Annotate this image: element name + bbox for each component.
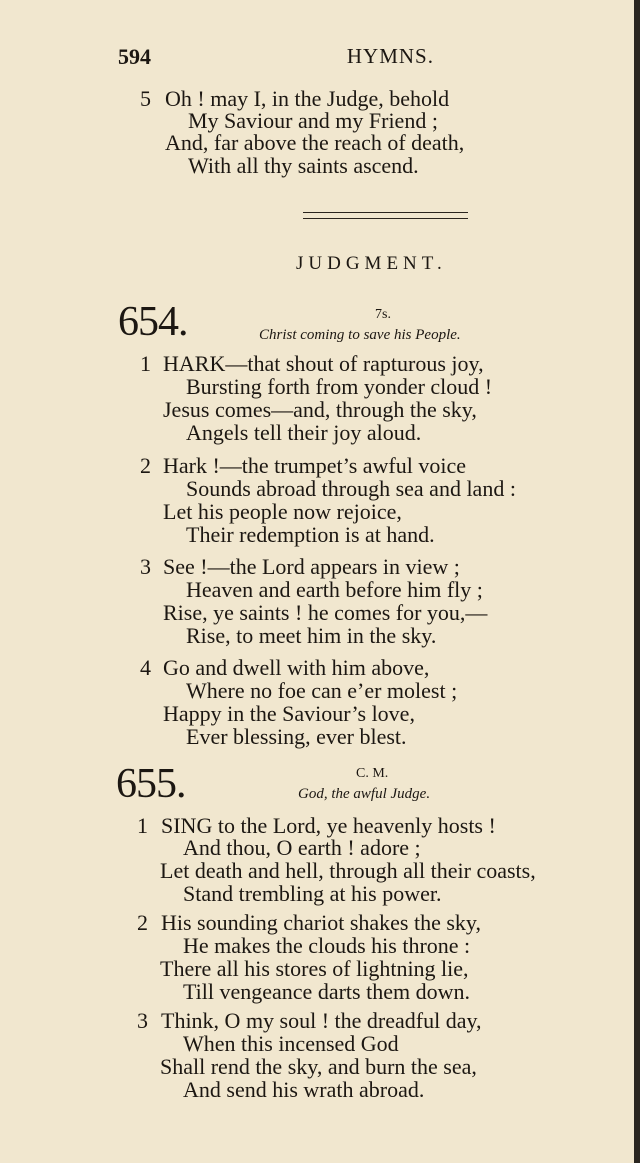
- hymn-meter: C. M.: [356, 766, 389, 781]
- stanza-line: My Saviour and my Friend ;: [188, 108, 438, 133]
- stanza-line: Think, O my soul ! the dreadful day,: [161, 1008, 482, 1033]
- stanza-line: Angels tell their joy aloud.: [186, 420, 422, 445]
- stanza-number: 3: [140, 554, 151, 579]
- stanza-line: And, far above the reach of death,: [165, 130, 465, 155]
- stanza-line: And thou, O earth ! adore ;: [183, 835, 421, 860]
- stanza-number: 5: [140, 86, 151, 111]
- stanza-line: There all his stores of lightning lie,: [160, 956, 469, 981]
- stanza-line: Bursting forth from yonder cloud !: [186, 374, 493, 399]
- hymn-title: Christ coming to save his People.: [259, 327, 461, 343]
- page-header: [118, 44, 434, 74]
- stanza-line: Sounds abroad through sea and land :: [186, 476, 516, 501]
- stanza-line: Let his people now rejoice,: [163, 499, 402, 524]
- stanza-number: 3: [137, 1008, 148, 1033]
- stanza-line: Ever blessing, ever blest.: [186, 724, 407, 749]
- divider-rule-top: [303, 212, 468, 213]
- hymn-meter: 7s.: [375, 307, 391, 322]
- stanza-number: 1: [137, 813, 148, 838]
- hymn-number: 655.: [116, 761, 186, 807]
- page-edge: [634, 0, 640, 1163]
- stanza-line: With all thy saints ascend.: [188, 153, 419, 178]
- stanza-line: Jesus comes—and, through the sky,: [163, 397, 477, 422]
- page-number: 594: [118, 44, 151, 69]
- stanza-line: Let death and hell, through all their coasts,: [160, 858, 536, 883]
- hymn-title: God, the awful Judge.: [298, 786, 431, 802]
- stanza-line: Go and dwell with him above,: [163, 655, 430, 680]
- stanza-number: 4: [140, 655, 151, 680]
- stanza-line: Hark !—the trumpet’s awful voice: [163, 453, 467, 478]
- stanza-number: 1: [140, 351, 151, 376]
- stanza-line: Till vengeance darts them down.: [183, 979, 470, 1004]
- stanza-line: See !—the Lord appears in view ;: [163, 554, 460, 579]
- stanza-line: Happy in the Saviour’s love,: [163, 701, 415, 726]
- divider-rule-bottom: [303, 218, 468, 219]
- stanza-line: SING to the Lord, ye heavenly hosts !: [161, 813, 496, 838]
- stanza-number: 2: [137, 910, 148, 935]
- stanza-line: His sounding chariot shakes the sky,: [161, 910, 481, 935]
- stanza-line: Shall rend the sky, and burn the sea,: [160, 1054, 477, 1079]
- section-title: JUDGMENT.: [296, 253, 447, 274]
- stanza-line: And send his wrath abroad.: [183, 1077, 425, 1102]
- stanza-line: He makes the clouds his throne :: [183, 933, 471, 958]
- stanza-line: Rise, to meet him in the sky.: [186, 623, 437, 648]
- stanza-line: When this incensed God: [183, 1031, 399, 1056]
- stanza-line: Stand trembling at his power.: [183, 881, 442, 906]
- stanza-line: HARK—that shout of rapturous joy,: [163, 351, 484, 376]
- stanza-line: Where no foe can e’er molest ;: [186, 678, 458, 703]
- stanza-line: Heaven and earth before him fly ;: [186, 577, 483, 602]
- hymn-number: 654.: [118, 299, 188, 345]
- running-title: HYMNS.: [346, 44, 434, 68]
- stanza-line: Oh ! may I, in the Judge, behold: [165, 86, 450, 111]
- stanza-line: Their redemption is at hand.: [186, 522, 435, 547]
- stanza-line: Rise, ye saints ! he comes for you,—: [163, 600, 488, 625]
- stanza-number: 2: [140, 453, 151, 478]
